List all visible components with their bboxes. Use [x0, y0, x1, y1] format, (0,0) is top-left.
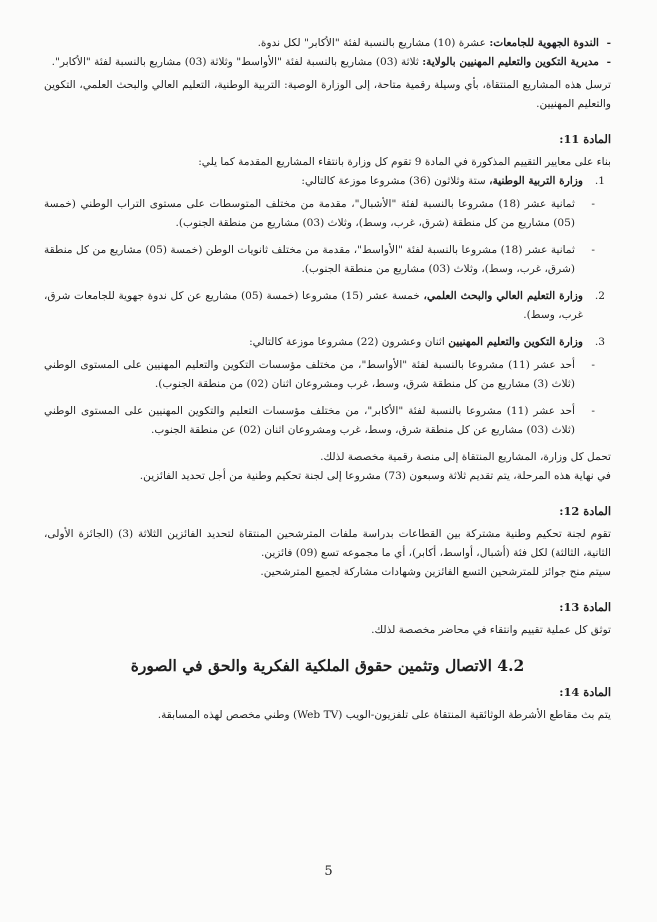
sub-item: - أحد عشر (11) مشروعا بالنسبة لفئة "الأكابر"، من مختلف مؤسسات التعليم والتكوين المهنيين على المستوى الوطني (ثلاث (03) مشاريع عن كل منطقة شرق، وسط، غرب ومشروعان اثنان (02) عن منطقة الجنوب.	[44, 402, 605, 440]
ministry-item-education	[44, 172, 611, 191]
ministry-item-higher-education	[44, 287, 611, 325]
article-14-paragraph: يتم بث مقاطع الأشرطة الوثائقية المنتقاة على تلفزيون-الويب (Web TV) وطني مخصص لهذه المسابقة.	[157, 709, 611, 721]
send-paragraph: ترسل هذه المشاريع المنتقاة، بأي وسيلة رقمية متاحة، إلى الوزارة الوصية: التربية الوطنية، التعليم العالي والبحث العلمي، التكوين والتعليم المهنيين.	[44, 79, 611, 110]
article-13-title: المادة 13:	[559, 600, 611, 614]
article-13-paragraph: توثق كل عملية تقييم وانتقاء في محاضر مخصصة لذلك.	[371, 624, 611, 636]
ministry-label: وزارة التكوين والتعليم المهنيين	[448, 336, 583, 348]
ministry-text: اثنان وعشرون (22) مشروعا موزعة كالتالي:	[249, 336, 449, 348]
article-11-title: المادة 11:	[559, 132, 611, 146]
article-11-lead: بناء على معايير التقييم المذكورة في المادة 9 تقوم كل وزارة بانتقاء المشاريع المقدمة كما يلي:	[198, 156, 611, 168]
ministry-text: خمسة عشر (15) مشروعا (خمسة (05) مشاريع عن كل ندوة جهوية للجامعات شرق، غرب، وسط).	[44, 290, 583, 321]
article-12-title: المادة 12:	[559, 504, 611, 518]
sub-item: - أحد عشر (11) مشروعا بالنسبة لفئة "الأواسط"، من مختلف مؤسسات التكوين والتعليم المهنيين على المستوى الوطني (ثلاث (3) مشاريع من كل منطقة شرق، وسط، غرب ومشروعان اثنان (02) من منطقة الجنوب).	[44, 356, 605, 394]
article-12-paragraph: تقوم لجنة تحكيم وطنية مشتركة بين القطاعات بدراسة ملفات المترشحين المنتقاة لتحديد الفائزين الثلاثة (3) (الجائزة الأولى، الثانية، الثالثة) لكل فئة (أشبال، أواسط، أكابر)، أي ما مجموعه تسع (09) فائزين.	[44, 528, 611, 559]
sub-item: - ثمانية عشر (18) مشروعا بالنسبة لفئة "الأواسط"، مقدمة من مختلف ثانويات الوطن (خمسة (05) مشاريع من كل منطقة (شرق، غرب، وسط)، وثلاث (03) مشاريع من منطقة الجنوب).	[44, 241, 605, 279]
article-11-closing: تحمل كل وزارة، المشاريع المنتقاة إلى منصة رقمية مخصصة لذلك.	[320, 451, 611, 463]
list-item-vocational-directorate	[44, 53, 611, 72]
item-number: 3.	[594, 336, 605, 348]
article-11-closing: في نهاية هذه المرحلة، يتم تقديم ثلاثة وسبعون (73) مشروعا إلى لجنة تحكيم وطنية من أجل تحديد الفائزين.	[139, 470, 611, 482]
item-label: الندوة الجهوية للجامعات:	[489, 37, 599, 49]
ministry-text: ستة وثلاثون (36) مشروعا موزعة كالتالي:	[301, 175, 490, 187]
page-number: 5	[324, 864, 333, 879]
section-title: 4.2 الاتصال وتثمين حقوق الملكية الفكرية والحق في الصورة	[130, 656, 525, 675]
item-number: 2.	[594, 290, 605, 302]
ministry-label: وزارة التربية الوطنية،	[489, 175, 583, 187]
ministry-item-vocational-training	[44, 333, 611, 352]
item-number: 1.	[594, 175, 605, 187]
article-14-title: المادة 14:	[559, 685, 611, 699]
item-text: عشرة (10) مشاريع بالنسبة لفئة "الأكابر" لكل ندوة.	[257, 37, 490, 49]
item-text: ثلاثة (03) مشاريع بالنسبة لفئة "الأواسط" وثلاثة (03) مشاريع بالنسبة لفئة "الأكابر".	[51, 56, 423, 68]
list-item-regional-conference	[44, 34, 611, 53]
ministry-label: وزارة التعليم العالي والبحث العلمي،	[423, 290, 584, 302]
article-12-paragraph: سيتم منح جوائز للمترشحين التسع الفائزين وشهادات مشاركة لجميع المترشحين.	[260, 566, 611, 578]
item-label: مديرية التكوين والتعليم المهنيين بالولاية:	[422, 56, 599, 68]
sub-item: - ثمانية عشر (18) مشروعا بالنسبة لفئة "الأشبال"، مقدمة من مختلف المتوسطات على مستوى التراب الوطني (خمسة (05) مشاريع من كل منطقة (شرق، غرب، وسط)، وثلاث (03) مشاريع من منطقة الجنوب).	[44, 195, 605, 233]
